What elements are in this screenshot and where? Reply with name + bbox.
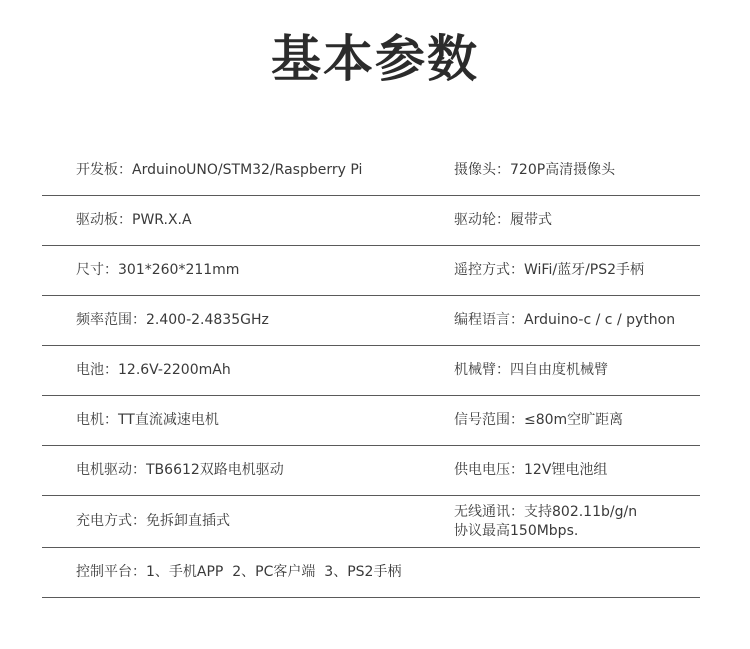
spec-row-charging [42,496,700,548]
spec-dev-board: 开发板：ArduinoUNO/STM32/Raspberry Pi [76,162,363,178]
spec-row-size [42,246,700,296]
page-title: 基本参数 [271,30,479,88]
spec-size: 尺寸：301*260*211mm [76,262,240,278]
spec-row-control-platform [42,548,700,598]
spec-battery: 电池：12.6V-2200mAh [76,362,231,378]
spec-robot-arm: 机械臂：四自由度机械臂 [454,362,608,378]
spec-row-motor [42,396,700,446]
spec-motor-driver: 电机驱动：TB6612双路电机驱动 [76,462,284,478]
spec-programming-language: 编程语言：Arduino-c / c / python [454,312,676,328]
spec-supply-voltage: 供电电压：12V锂电池组 [454,462,608,478]
spec-charging: 充电方式：免拆卸直插式 [76,513,230,529]
spec-remote-control: 遥控方式：WiFi/蓝牙/PS2手柄 [454,262,645,278]
spec-motor: 电机：TT直流减速电机 [76,412,219,428]
spec-driver-board: 驱动板：PWR.X.A [76,212,192,228]
spec-control-platform: 控制平台：1、手机APP 2、PC客户端 3、PS2手柄 [76,564,402,580]
spec-wireless [454,496,694,547]
spec-row-motor-driver [42,446,700,496]
spec-frequency: 频率范围：2.400-2.4835GHz [76,312,269,328]
spec-row-dev-board [42,146,700,196]
spec-row-frequency [42,296,700,346]
spec-signal-range: 信号范围：≤80m空旷距离 [454,412,624,428]
spec-wireless-line1: 无线通讯：支持802.11b/g/n [454,503,638,520]
spec-camera: 摄像头：720P高清摄像头 [454,162,616,178]
spec-table [42,146,700,598]
spec-row-battery [42,346,700,396]
spec-drive-wheel: 驱动轮：履带式 [454,212,552,228]
spec-row-driver-board [42,196,700,246]
spec-wireless-line2: 协议最高150Mbps. [454,522,579,539]
